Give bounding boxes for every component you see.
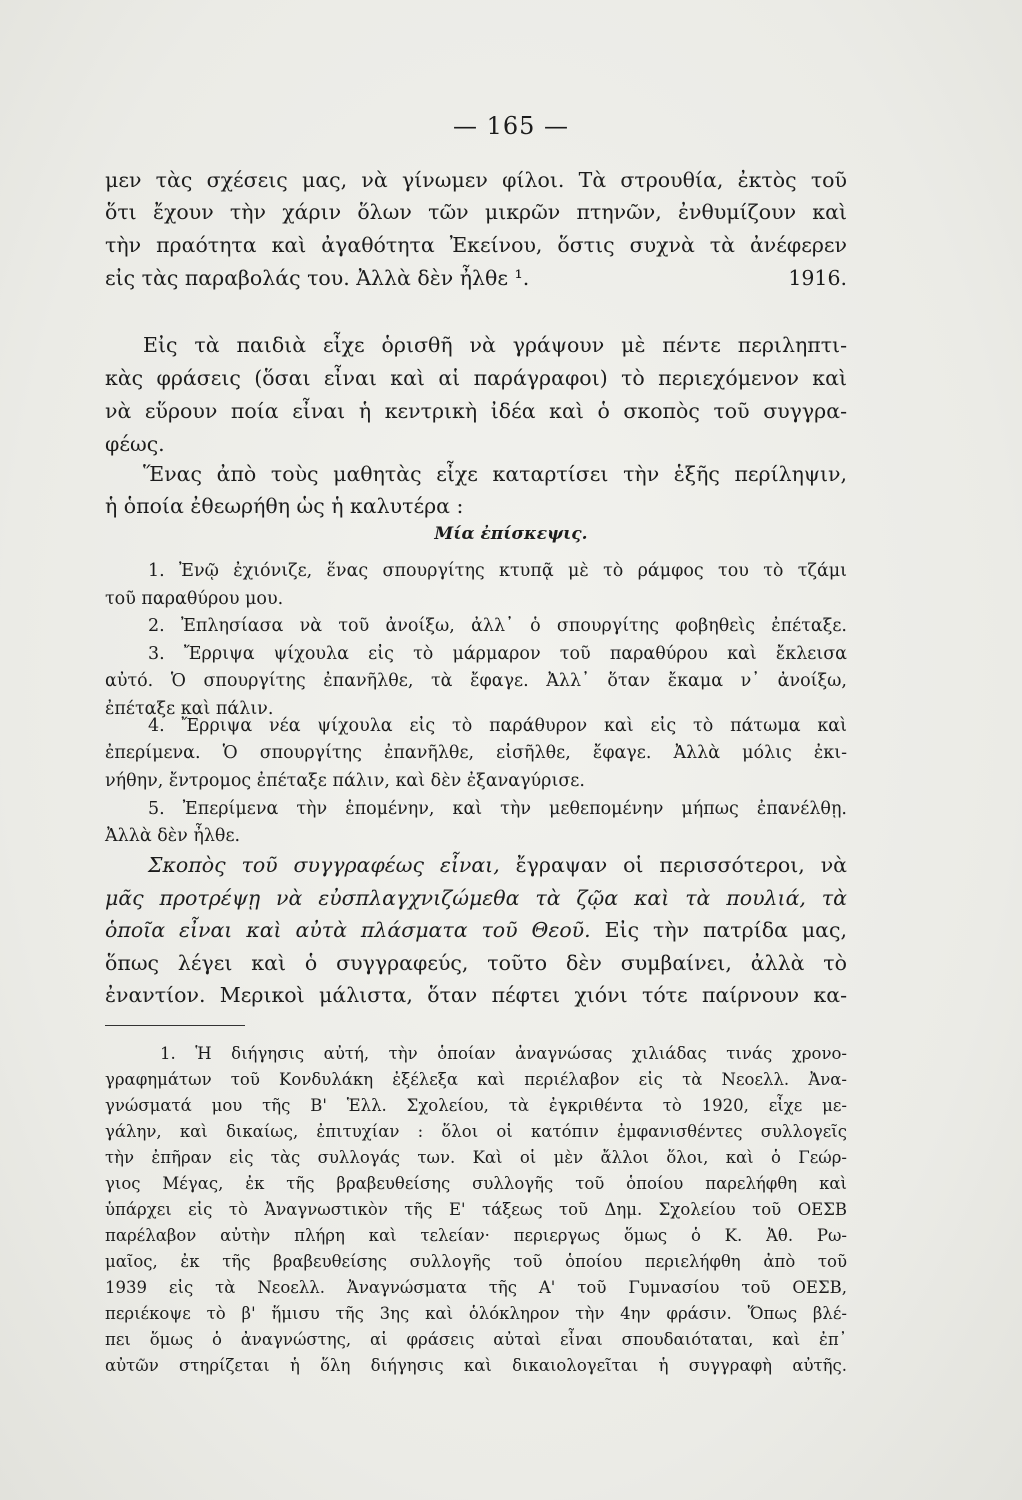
footnote-line: 1. Ἡ διήγησις αὐτή, τὴν ὁποίαν ἀναγνώσας χιλιάδας τινάς χρονο- <box>160 1044 847 1063</box>
summary-line: 1. Ἐνῷ ἐχιόνιζε, ἕνας σπουργίτης κτυπᾷ μὲ τὸ ράμφος του τὸ τζάμι <box>148 561 847 581</box>
footnote-separator <box>105 1025 245 1026</box>
paragraph2-line: Εἰς τὰ παιδιὰ εἶχε ὁρισθῆ νὰ γράψουν μὲ πέντε περιληπτι- <box>143 333 847 357</box>
footnote-line: μαῖος, ἐκ τῆς βραβευθείσης συλλογῆς τοῦ ὁποίου περιελήφθη ἀπὸ τοῦ <box>105 1252 847 1271</box>
footnote-line: παρέλαβον αὐτὴν πλήρη καὶ τελείαν· περιεργως ὅμως ὁ Κ. Ἀθ. Ρω- <box>105 1226 847 1245</box>
purpose-italic: Σκοπὸς τοῦ συγγραφέως εἶναι, <box>148 853 500 877</box>
purpose-line-2: μᾶς προτρέψῃ νὰ εὐσπλαγχνιζώμεθα τὰ ζῷα καὶ τὰ πουλιά, τὰ <box>105 886 847 910</box>
purpose-line-5: ἐναντίον. Μερικοὶ μάλιστα, ὅταν πέφτει χιόνι τότε παίρνουν κα- <box>105 983 847 1007</box>
summary-line: 5. Ἐπερίμενα τὴν ἑπομένην, καὶ τὴν μεθεπομένην μήπως ἐπανέλθῃ. <box>148 799 847 819</box>
footnote-line: περιέκοψε τὸ β' ἥμισυ τῆς 3ης καὶ ὁλόκληρον τὴν 4ην φράσιν. Ὅπως βλέ- <box>105 1304 847 1323</box>
footnote-line: αὐτῶν στηρίζεται ἡ ὅλη διήγησις καὶ δικαιολογεῖται ἡ συγγραφὴ αὐτῆς. <box>105 1356 847 1375</box>
paragraph2-line: νὰ εὕρουν ποία εἶναι ἡ κεντρικὴ ἰδέα καὶ ὁ σκοπὸς τοῦ συγγρα- <box>105 399 847 423</box>
purpose-line-3 <box>105 918 847 942</box>
footnote-line: γιος Μέγας, ἐκ τῆς βραβευθείσης συλλογῆς τοῦ ὁποίου παρελήφθη καὶ <box>105 1174 847 1193</box>
summary-line: 3. Ἔρριψα ψίχουλα εἰς τὸ μάρμαρον τοῦ παραθύρου καὶ ἔκλεισα <box>148 644 847 664</box>
footnote-line: πει ὅμως ὁ ἀναγνώστης, αἱ φράσεις αὐταὶ εἶναι σπουδαιόταται, καὶ ἐπ᾽ <box>105 1330 847 1349</box>
summary-line: τοῦ παραθύρου μου. <box>105 589 284 609</box>
footnote-line: 1939 εἰς τὰ Νεοελλ. Ἀναγνώσματα τῆς Α' τοῦ Γυμνασίου τοῦ ΟΕΣΒ, <box>105 1278 847 1297</box>
page-number: — 165 — <box>452 112 570 140</box>
summary-line: 4. Ἔρριψα νέα ψίχουλα εἰς τὸ παράθυρον καὶ εἰς τὸ πάτωμα καὶ <box>148 716 847 736</box>
purpose-italic: ὁποῖα εἶναι καὶ αὐτὰ πλάσματα τοῦ Θεοῦ. <box>105 918 591 942</box>
footnote-line: ὑπάρχει εἰς τὸ Ἀναγνωστικὸν τῆς Ε' τάξεως τοῦ Δημ. Σχολείου τοῦ ΟΕΣΒ <box>105 1200 847 1219</box>
paragraph3-line: ἡ ὁποία ἐθεωρήθη ὡς ἡ καλυτέρα : <box>105 494 464 518</box>
footnote-line: τὴν ἐπῆραν εἰς τὰς συλλογάς των. Καὶ οἱ μὲν ἄλλοι ὅλοι, καὶ ὁ Γεώρ- <box>105 1148 847 1167</box>
purpose-text: ἔγραψαν οἱ περισσότεροι, νὰ <box>499 853 848 877</box>
summary-line: αὐτό. Ὁ σπουργίτης ἐπανῆλθε, τὰ ἔφαγε. Ἀλλ᾽ ὅταν ἔκαμα ν᾽ ἀνοίξω, <box>105 671 847 691</box>
summary-line: νήθην, ἔντρομος ἐπέταξε πάλιν, καὶ δὲν ἐξαναγύρισε. <box>105 771 585 791</box>
paragraph1-line: ὅτι ἔχουν τὴν χάριν ὅλων τῶν μικρῶν πτηνῶν, ἐνθυμίζουν καὶ <box>105 200 847 224</box>
summary-title: Μία ἐπίσκεψις. <box>434 524 588 544</box>
paragraph2-line: κὰς φράσεις (ὅσαι εἶναι καὶ αἱ παράγραφοι) τὸ περιεχόμενον καὶ <box>105 366 847 390</box>
paragraph3-line: Ἕνας ἀπὸ τοὺς μαθητὰς εἶχε καταρτίσει τὴν ἑξῆς περίληψιν, <box>143 462 847 486</box>
footnote-line: γνώσματά μου τῆς Β' Ἑλλ. Σχολείου, τὰ ἐγκριθέντα τὸ 1920, εἶχε με- <box>105 1096 847 1115</box>
summary-line: ἐπερίμενα. Ὁ σπουργίτης ἐπανῆλθε, εἰσῆλθε, ἔφαγε. Ἀλλὰ μόλις ἐκι- <box>105 743 847 763</box>
purpose-line-4: ὅπως λέγει καὶ ὁ συγγραφεύς, τοῦτο δὲν συμβαίνει, ἀλλὰ τὸ <box>105 951 847 975</box>
purpose-line-1 <box>148 853 847 877</box>
date-year: 1916. <box>788 266 847 290</box>
paragraph1-line: εἰς τὰς παραβολάς του. Ἀλλὰ δὲν ἦλθε ¹. <box>105 266 530 290</box>
paragraph2-line: φέως. <box>105 432 165 456</box>
purpose-text: Εἰς τὴν πατρίδα μας, <box>590 918 848 942</box>
footnote-line: γραφημάτων τοῦ Κονδυλάκη ἐξέλεξα καὶ περιέλαβον εἰς τὰ Νεοελλ. Ἀνα- <box>105 1070 847 1089</box>
summary-line: Ἀλλὰ δὲν ἦλθε. <box>105 826 241 846</box>
paragraph1-last-line <box>105 266 847 290</box>
paragraph1-line: τὴν πραότητα καὶ ἀγαθότητα Ἐκείνου, ὅστις συχνὰ τὰ ἀνέφερεν <box>105 233 847 257</box>
summary-line: ἐπέταξε καὶ πάλιν. <box>105 699 274 719</box>
paragraph1-line: μεν τὰς σχέσεις μας, νὰ γίνωμεν φίλοι. Τὰ στρουθία, ἐκτὸς τοῦ <box>105 168 847 192</box>
summary-line: 2. Ἐπλησίασα νὰ τοῦ ἀνοίξω, ἀλλ᾽ ὁ σπουργίτης φοβηθεὶς ἐπέταξε. <box>148 616 847 636</box>
footnote-line: γάλην, καὶ δικαίως, ἐπιτυχίαν : ὅλοι οἱ κατόπιν ἐμφανισθέντες συλλογεῖς <box>105 1122 847 1141</box>
